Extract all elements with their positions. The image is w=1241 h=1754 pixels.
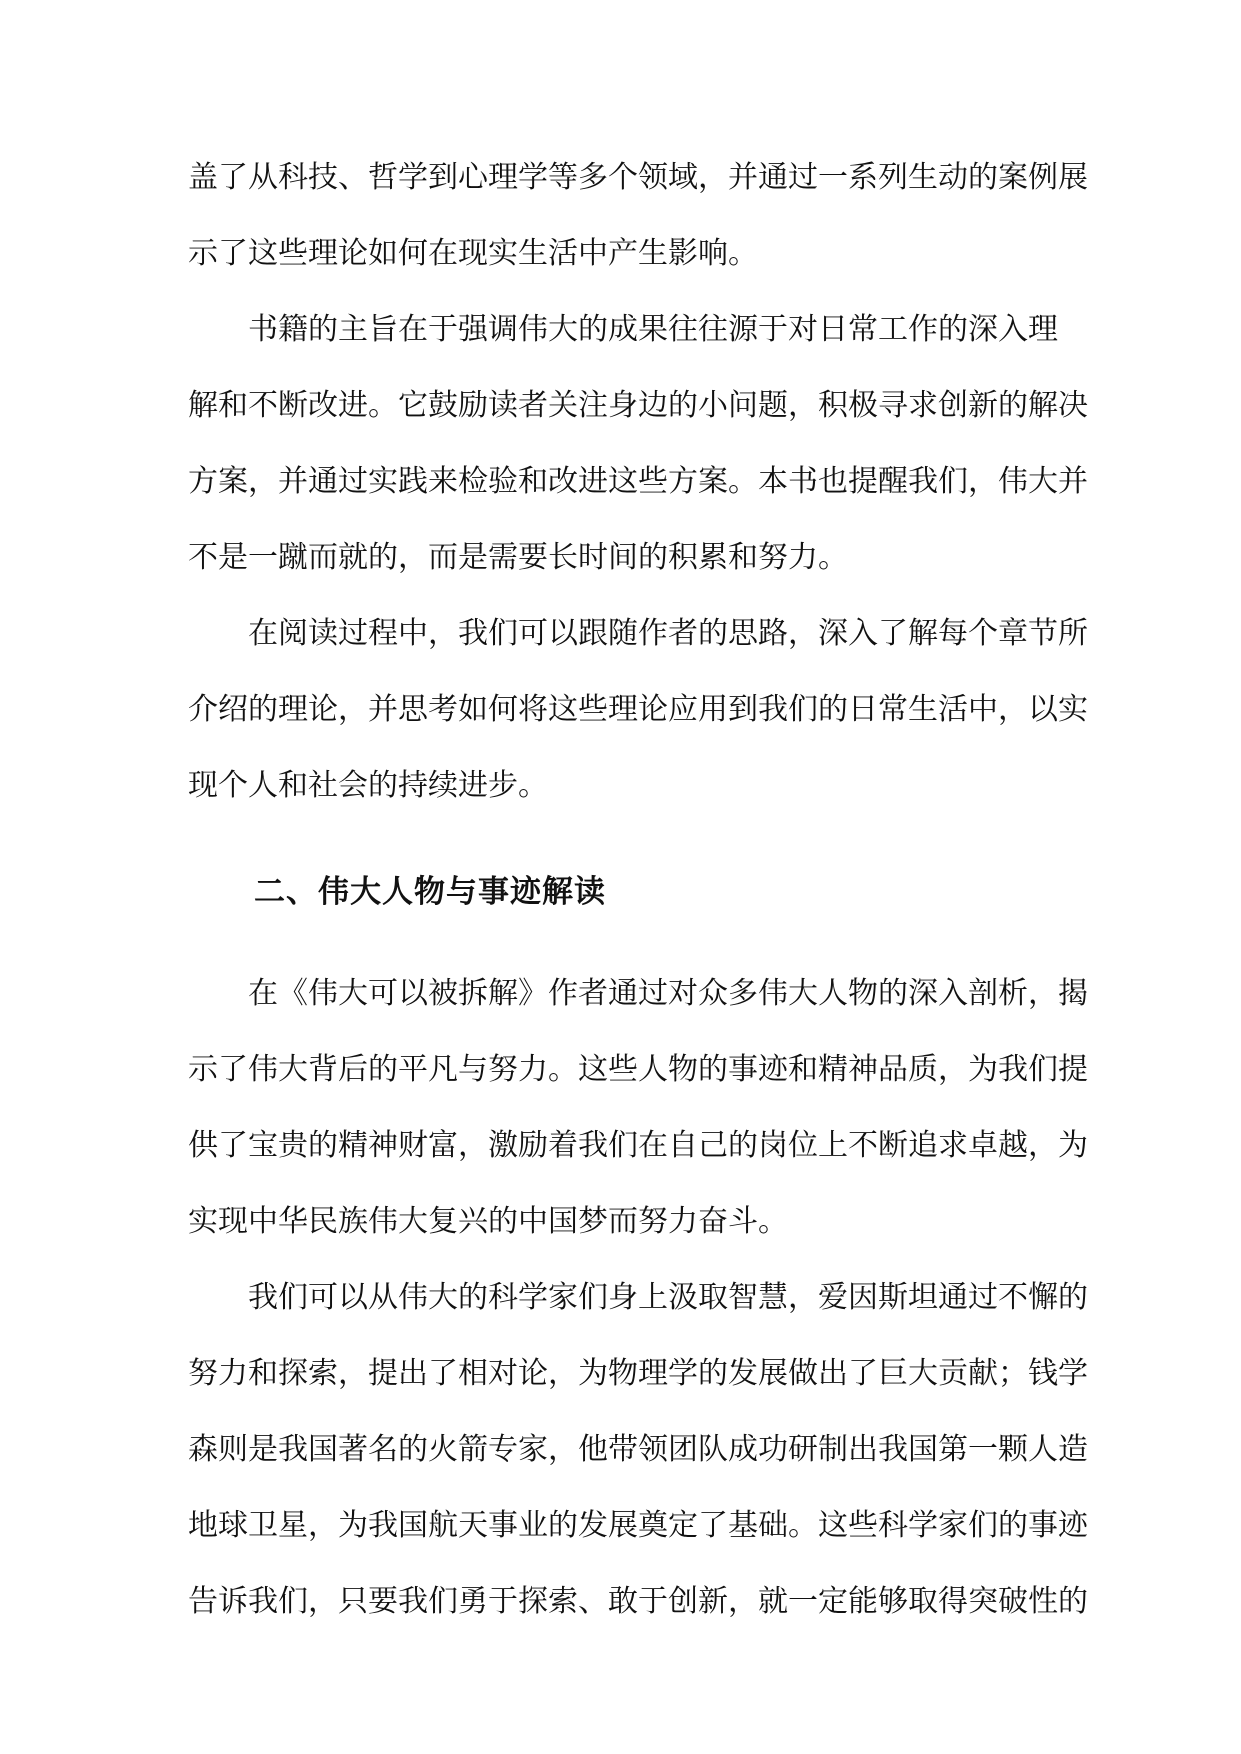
paragraph xyxy=(188,596,1088,824)
text-line: 在阅读过程中，我们可以跟随作者的思路，深入了解每个章节所 xyxy=(248,616,1088,651)
text-line: 告诉我们，只要我们勇于探索、敢于创新，就一定能够取得突破性的 xyxy=(188,1583,1088,1619)
section-heading: 二、伟大人物与事迹解读 xyxy=(254,874,606,910)
text-line: 不是一蹴而就的，而是需要长时间的积累和努力。 xyxy=(188,540,848,575)
paragraph xyxy=(188,1260,1088,1640)
text-line: 现个人和社会的持续进步。 xyxy=(188,768,548,803)
text-line: 森则是我国著名的火箭专家，他带领团队成功研制出我国第一颗人造 xyxy=(188,1431,1088,1467)
paragraph xyxy=(188,140,1088,292)
text-line: 在《伟大可以被拆解》作者通过对众多伟大人物的深入剖析，揭 xyxy=(248,975,1088,1011)
text-line: 示了这些理论如何在现实生活中产生影响。 xyxy=(188,236,758,271)
text-line: 介绍的理论，并思考如何将这些理论应用到我们的日常生活中，以实 xyxy=(188,692,1088,727)
text-line: 我们可以从伟大的科学家们身上汲取智慧，爱因斯坦通过不懈的 xyxy=(248,1279,1088,1315)
document-body xyxy=(188,140,1088,1640)
text-line: 地球卫星，为我国航天事业的发展奠定了基础。这些科学家们的事迹 xyxy=(188,1507,1088,1543)
paragraph xyxy=(188,956,1088,1260)
paragraph xyxy=(188,292,1088,596)
text-line: 努力和探索，提出了相对论，为物理学的发展做出了巨大贡献；钱学 xyxy=(188,1355,1088,1391)
text-line: 书籍的主旨在于强调伟大的成果往往源于对日常工作的深入理 xyxy=(248,312,1058,347)
text-line: 供了宝贵的精神财富，激励着我们在自己的岗位上不断追求卓越，为 xyxy=(188,1127,1088,1163)
text-line: 方案，并通过实践来检验和改进这些方案。本书也提醒我们，伟大并 xyxy=(188,464,1088,499)
text-line: 盖了从科技、哲学到心理学等多个领域，并通过一系列生动的案例展 xyxy=(188,160,1088,195)
text-line: 示了伟大背后的平凡与努力。这些人物的事迹和精神品质，为我们提 xyxy=(188,1051,1088,1087)
text-line: 实现中华民族伟大复兴的中国梦而努力奋斗。 xyxy=(188,1203,788,1239)
text-line: 解和不断改进。它鼓励读者关注身边的小问题，积极寻求创新的解决 xyxy=(188,388,1088,423)
